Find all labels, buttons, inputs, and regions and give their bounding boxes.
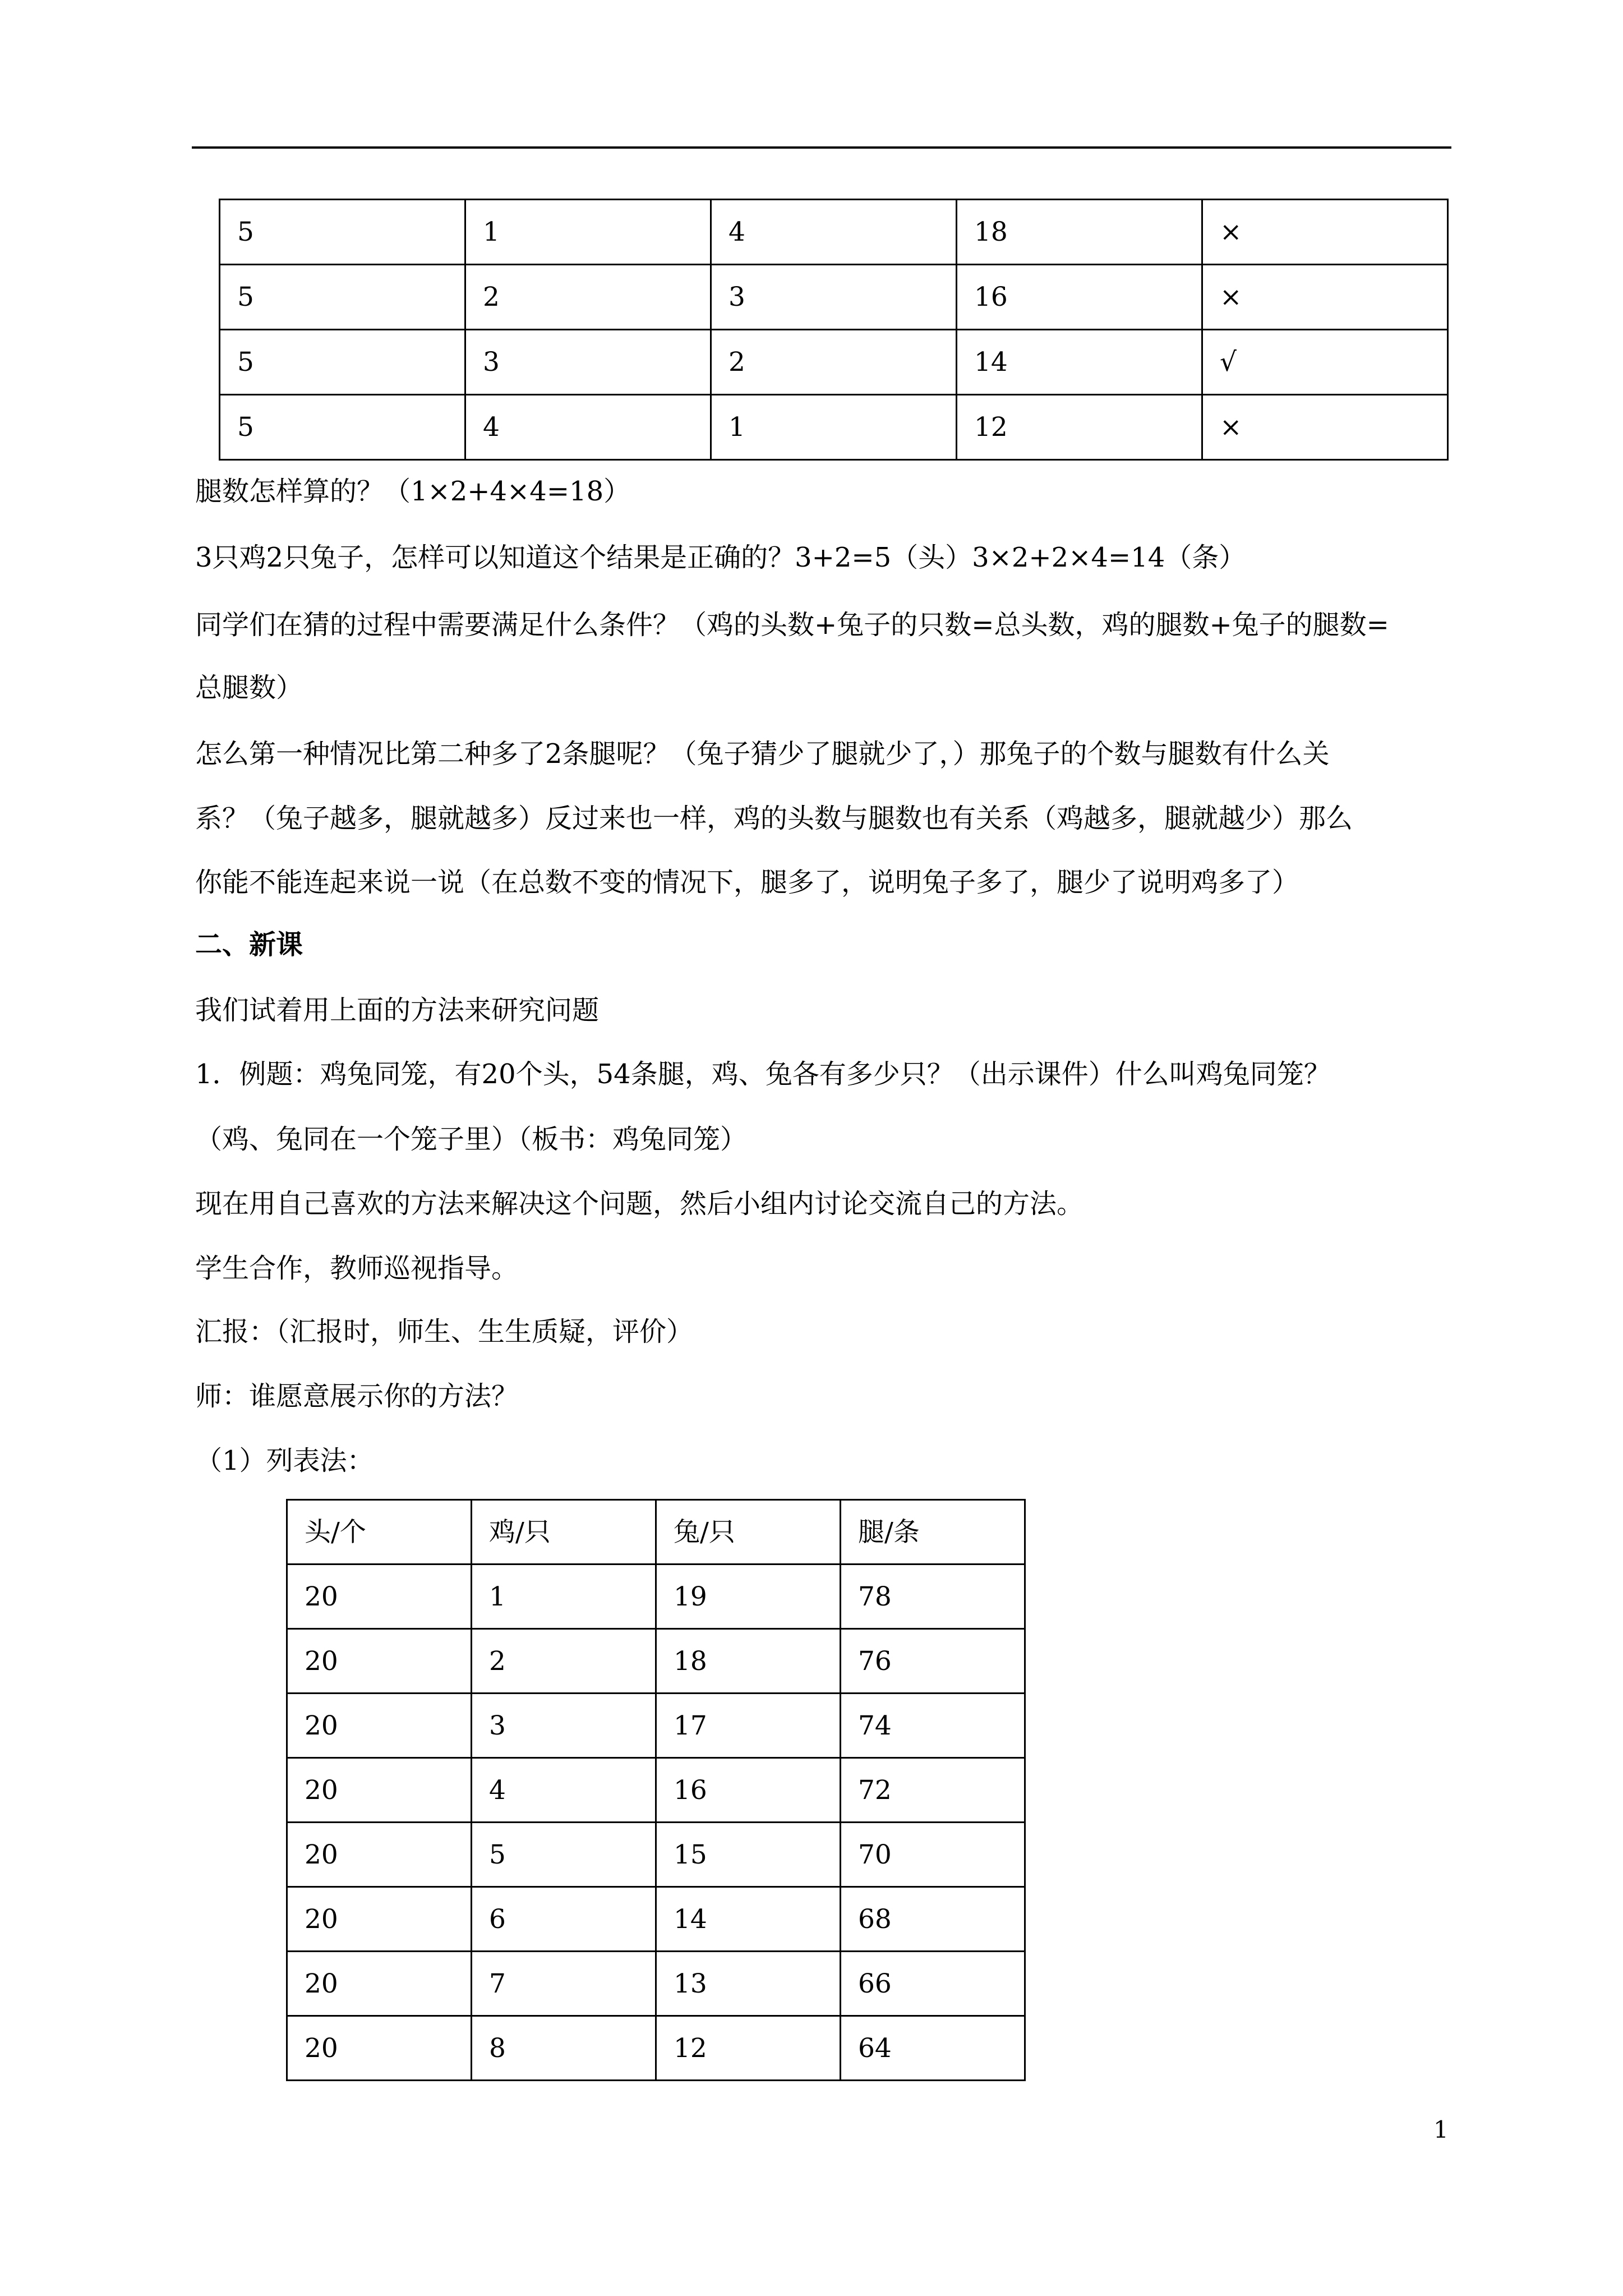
table-cell: 20 bbox=[287, 1565, 472, 1629]
paragraph-teacher: 师：谁愿意展示你的方法？ bbox=[195, 1381, 519, 1412]
enumeration-table-body bbox=[287, 1500, 1025, 2081]
table-cell: 14 bbox=[656, 1887, 841, 1952]
paragraph-example-line-1: 1．例题：鸡兔同笼，有20个头，54条腿，鸡、兔各有多少只？（出示课件）什么叫鸡兔同笼？ bbox=[195, 1059, 1331, 1090]
section-heading: 二、新课 bbox=[195, 929, 303, 960]
table-row bbox=[287, 1823, 1025, 1887]
table-cell: 78 bbox=[841, 1565, 1025, 1629]
table-row bbox=[287, 1887, 1025, 1952]
table-cell: 20 bbox=[287, 2016, 472, 2081]
table-cell: 14 bbox=[957, 330, 1202, 395]
table-cell: 4 bbox=[711, 200, 957, 265]
table-cell: √ bbox=[1202, 330, 1448, 395]
table-cell: 19 bbox=[656, 1565, 841, 1629]
table-cell: 20 bbox=[287, 1887, 472, 1952]
table-cell: 3 bbox=[465, 330, 711, 395]
table-cell: 6 bbox=[472, 1887, 656, 1952]
table-cell: 4 bbox=[472, 1758, 656, 1823]
paragraph-intro: 我们试着用上面的方法来研究问题 bbox=[195, 995, 600, 1026]
table-cell: 72 bbox=[841, 1758, 1025, 1823]
table-cell: × bbox=[1202, 200, 1448, 265]
table-row bbox=[220, 395, 1448, 460]
table-row bbox=[220, 200, 1448, 265]
table-cell: 74 bbox=[841, 1694, 1025, 1758]
table-cell: 66 bbox=[841, 1952, 1025, 2016]
paragraph-task: 现在用自己喜欢的方法来解决这个问题，然后小组内讨论交流自己的方法。 bbox=[195, 1188, 1084, 1220]
table-header-row bbox=[287, 1500, 1025, 1565]
table-cell: 12 bbox=[957, 395, 1202, 460]
table-cell: 18 bbox=[957, 200, 1202, 265]
table-row bbox=[287, 1694, 1025, 1758]
table-cell: 20 bbox=[287, 1629, 472, 1694]
table-header-cell: 腿/条 bbox=[841, 1500, 1025, 1565]
table-cell: 20 bbox=[287, 1823, 472, 1887]
page-number: 1 bbox=[1433, 2116, 1449, 2143]
table-cell: 76 bbox=[841, 1629, 1025, 1694]
table-cell: 68 bbox=[841, 1887, 1025, 1952]
table-cell: × bbox=[1202, 395, 1448, 460]
table-cell: 16 bbox=[957, 265, 1202, 330]
table-cell: 3 bbox=[472, 1694, 656, 1758]
table-row bbox=[287, 1629, 1025, 1694]
paragraph-leg-count: 腿数怎样算的？（1×2+4×4=18） bbox=[195, 476, 631, 507]
table-cell: 1 bbox=[472, 1565, 656, 1629]
table-cell: 18 bbox=[656, 1629, 841, 1694]
table-row bbox=[287, 2016, 1025, 2081]
table-header-cell: 头/个 bbox=[287, 1500, 472, 1565]
table-cell: 70 bbox=[841, 1823, 1025, 1887]
table-cell: 64 bbox=[841, 2016, 1025, 2081]
table-cell: 5 bbox=[220, 330, 465, 395]
table-cell: 17 bbox=[656, 1694, 841, 1758]
paragraph-verify-result: 3只鸡2只兔子，怎样可以知道这个结果是正确的？3+2=5（头）3×2+2×4=14（条） bbox=[195, 542, 1246, 573]
paragraph-relation-line-3: 你能不能连起来说一说（在总数不变的情况下，腿多了，说明兔子多了，腿少了说明鸡多了） bbox=[195, 867, 1299, 898]
paragraph-method-list: （1）列表法： bbox=[195, 1445, 374, 1476]
table-cell: 4 bbox=[465, 395, 711, 460]
table-cell: 20 bbox=[287, 1758, 472, 1823]
table-cell: 8 bbox=[472, 2016, 656, 2081]
paragraph-relation-line-2: 系？（兔子越多，腿就越多）反过来也一样，鸡的头数与腿数也有关系（鸡越多，腿就越少）那么 bbox=[195, 803, 1353, 834]
table-row bbox=[220, 265, 1448, 330]
table-row bbox=[287, 1952, 1025, 2016]
table-header-cell: 鸡/只 bbox=[472, 1500, 656, 1565]
paragraph-example-line-2: （鸡、兔同在一个笼子里）（板书：鸡兔同笼） bbox=[195, 1124, 748, 1155]
paragraph-cooperate: 学生合作，教师巡视指导。 bbox=[195, 1253, 519, 1284]
paragraph-relation-line-1: 怎么第一种情况比第二种多了2条腿呢？（兔子猜少了腿就少了，）那兔子的个数与腿数有什么关 bbox=[195, 738, 1330, 770]
enumeration-table bbox=[286, 1499, 1026, 2081]
table-cell: 12 bbox=[656, 2016, 841, 2081]
guess-table bbox=[219, 199, 1449, 461]
guess-table-body bbox=[220, 200, 1448, 460]
table-cell: × bbox=[1202, 265, 1448, 330]
table-cell: 20 bbox=[287, 1952, 472, 2016]
table-cell: 5 bbox=[220, 265, 465, 330]
paragraph-conditions-line-2: 总腿数） bbox=[195, 672, 303, 703]
table-cell: 5 bbox=[220, 395, 465, 460]
table-cell: 2 bbox=[465, 265, 711, 330]
table-cell: 20 bbox=[287, 1694, 472, 1758]
table-cell: 1 bbox=[711, 395, 957, 460]
table-cell: 13 bbox=[656, 1952, 841, 2016]
table-cell: 2 bbox=[472, 1629, 656, 1694]
table-cell: 5 bbox=[220, 200, 465, 265]
table-row bbox=[287, 1758, 1025, 1823]
header-rule bbox=[192, 146, 1451, 149]
table-header-cell: 兔/只 bbox=[656, 1500, 841, 1565]
table-cell: 2 bbox=[711, 330, 957, 395]
paragraph-report: 汇报：（汇报时，师生、生生质疑，评价） bbox=[195, 1316, 694, 1347]
table-cell: 3 bbox=[711, 265, 957, 330]
table-row bbox=[220, 330, 1448, 395]
table-cell: 7 bbox=[472, 1952, 656, 2016]
paragraph-conditions-line-1: 同学们在猜的过程中需要满足什么条件？（鸡的头数+兔子的只数=总头数，鸡的腿数+兔子的腿数= bbox=[195, 609, 1389, 641]
table-cell: 15 bbox=[656, 1823, 841, 1887]
table-cell: 5 bbox=[472, 1823, 656, 1887]
table-cell: 16 bbox=[656, 1758, 841, 1823]
table-cell: 1 bbox=[465, 200, 711, 265]
table-row bbox=[287, 1565, 1025, 1629]
